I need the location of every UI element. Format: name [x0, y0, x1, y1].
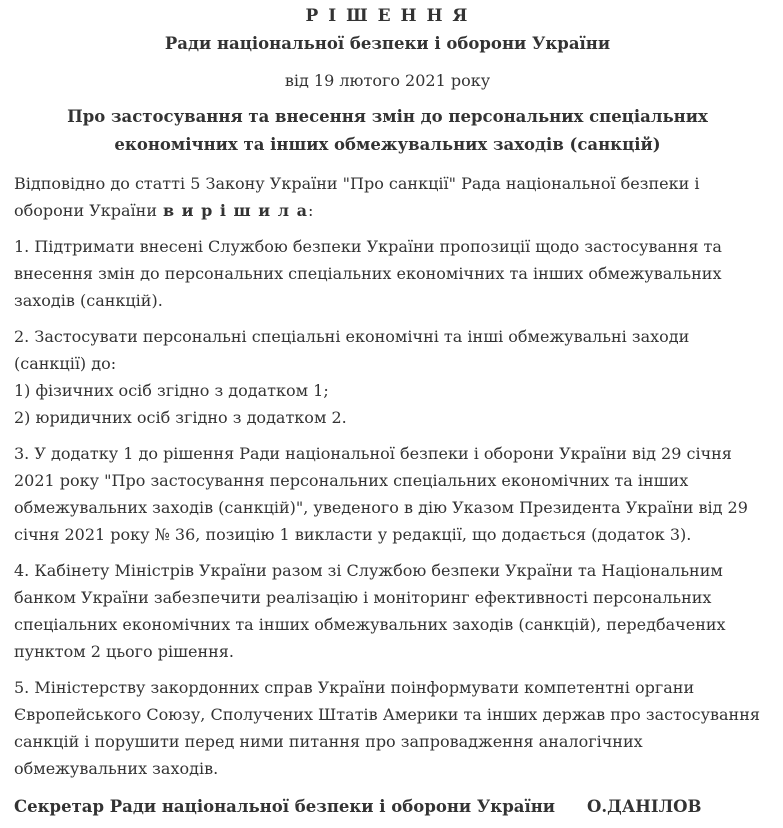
signature-role: Секретар Ради національної безпеки і оборони України: [14, 797, 556, 816]
article-2-text: 2. Застосувати персональні спеціальні економічні та інші обмежувальні заходи (санкції) до:: [14, 327, 690, 373]
preamble: [14, 170, 761, 224]
signature-line: [14, 793, 761, 820]
signature-name: О.ДАНІЛОВ: [587, 797, 702, 816]
document-issuer: Ради національної безпеки і оборони України: [164, 34, 611, 53]
article-2: [14, 323, 761, 431]
document-title: Р І Ш Е Н Н Я: [305, 6, 470, 26]
article-4: 4. Кабінету Міністрів України разом зі Службою безпеки України та Національним банком України забезпечити реалізацію і моніторинг ефективності персональних спеціальних економічних та інших обмежувальних заходів (санкцій), передбачених пунктом 2 цього рішення.: [14, 561, 726, 661]
article-3: 3. У додатку 1 до рішення Ради національної безпеки і оборони України від 29 січня 2021 року "Про застосування персональних спеціальних економічних та інших обмежувальних заходів (санкцій)", уведеного в дію Указом Президента України від 29 січня 2021 року № 36, позицію 1 викласти у редакції, що додається (додаток 3).: [14, 444, 748, 544]
preamble-resolved-word: в и р і ш и л а: [162, 201, 308, 220]
article-2-item-1: 1) фізичних осіб згідно з додатком 1;: [14, 381, 329, 400]
document-subject: Про застосування та внесення змін до персональних спеціальних економічних та інших обмежувальних заходів (санкцій): [67, 107, 708, 154]
article-1: 1. Підтримати внесені Службою безпеки України пропозиції щодо застосування та внесення змін до персональних спеціальних економічних та інших обмежувальних заходів (санкцій).: [14, 237, 722, 310]
article-5: 5. Міністерству закордонних справ України поінформувати компетентні органи Європейського Союзу, Сполучених Штатів Америки та інших держав про застосування санкцій і порушити перед ними питання про запровадження аналогічних обмежувальних заходів.: [14, 678, 760, 778]
preamble-text: Відповідно до статті 5 Закону України "Про санкції" Рада національної безпеки і оборони України: [14, 174, 700, 220]
preamble-colon: :: [307, 201, 314, 220]
article-2-item-2: 2) юридичних осіб згідно з додатком 2.: [14, 408, 347, 427]
document-date: від 19 лютого 2021 року: [284, 71, 491, 90]
